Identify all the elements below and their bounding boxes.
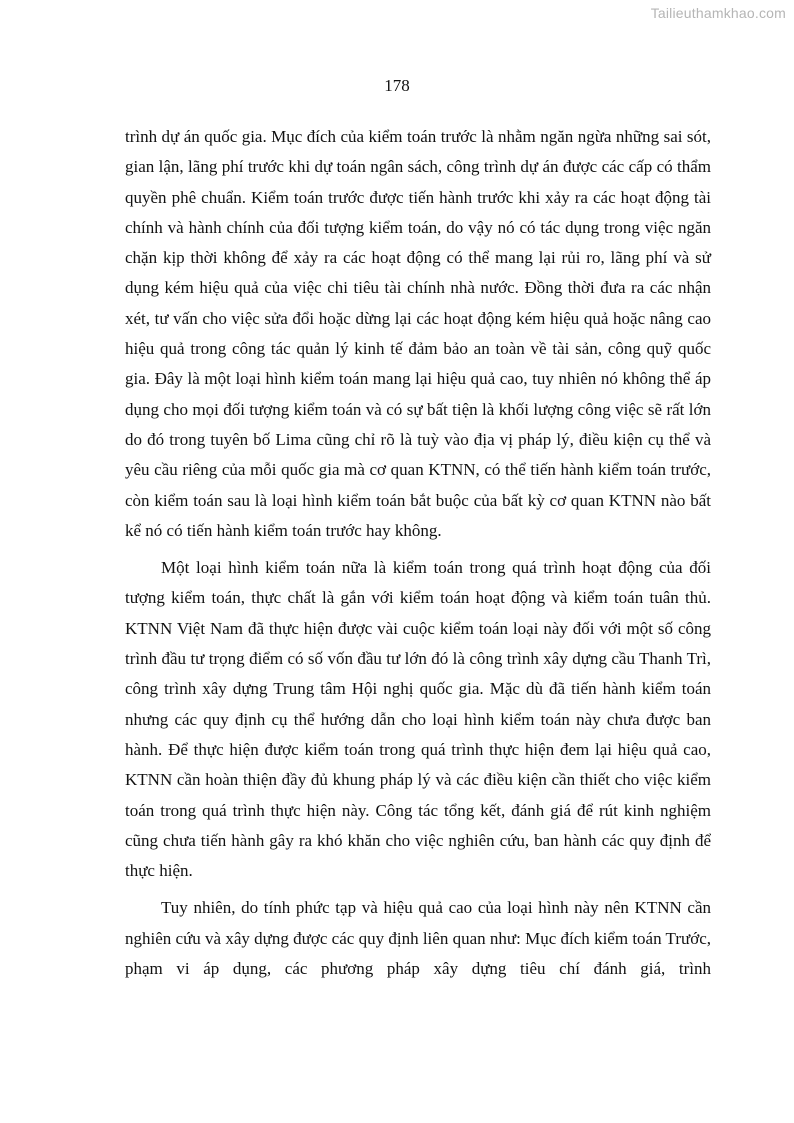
- watermark: Tailieuthamkhao.com: [650, 5, 786, 21]
- paragraph-2: Một loại hình kiểm toán nữa là kiểm toán trong quá trình hoạt động của đối tượng kiểm toán, thực chất là gắn với kiểm toán hoạt động và kiểm toán tuân thủ. KTNN Việt Nam đã thực hiện được vài cuộc kiểm toán loại này đối với một số công trình đầu tư trọng điểm có số vốn đầu tư lớn đó là công trình xây dựng cầu Thanh Trì, công trình xây dựng Trung tâm Hội nghị quốc gia. Mặc dù đã tiến hành kiểm toán nhưng các quy định cụ thể hướng dẫn cho loại hình kiểm toán này chưa được ban hành. Để thực hiện được kiểm toán trong quá trình thực hiện đem lại hiệu quả cao, KTNN cần hoàn thiện đầy đủ khung pháp lý và các điều kiện cần thiết cho việc kiểm toán trong quá trình thực hiện này. Công tác tổng kết, đánh giá để rút kinh nghiệm cũng chưa tiến hành gây ra khó khăn cho việc nghiên cứu, ban hành các quy định để thực hiện.: [125, 558, 711, 881]
- paragraph-3: Tuy nhiên, do tính phức tạp và hiệu quả cao của loại hình này nên KTNN cần nghiên cứu và xây dựng được các quy định liên quan như: Mục đích kiểm toán Trước, phạm vi áp dụng, các phương pháp xây dựng tiêu chí đánh giá, trình: [125, 898, 711, 979]
- page-number: 178: [384, 76, 410, 95]
- paragraph-1: trình dự án quốc gia. Mục đích của kiểm toán trước là nhằm ngăn ngừa những sai sót, gian lận, lãng phí trước khi dự toán ngân sách, công trình dự án được các cấp có thẩm quyền phê chuẩn. Kiểm toán trước được tiến hành trước khi xảy ra các hoạt động tài chính và hành chính của đối tượng kiểm toán, do vậy nó có tác dụng trong việc ngăn chặn kịp thời không để xảy ra các hoạt động có thể mang lại rủi ro, lãng phí và sử dụng kém hiệu quả của việc chi tiêu tài chính nhà nước. Đồng thời đưa ra các nhận xét, tư vấn cho việc sửa đổi hoặc dừng lại các hoạt động kém hiệu quả hoặc nâng cao hiệu quả trong công tác quản lý kinh tế đảm bảo an toàn về tài sản, công quỹ quốc gia. Đây là một loại hình kiểm toán mang lại hiệu quả cao, tuy nhiên nó không thể áp dụng cho mọi đối tượng kiểm toán và có sự bất tiện là khối lượng công việc sẽ rất lớn do đó trong tuyên bố Lima cũng chỉ rõ là tuỳ vào địa vị pháp lý, điều kiện cụ thể và yêu cầu riêng của mỗi quốc gia mà cơ quan KTNN, có thể tiến hành kiểm toán trước, còn kiểm toán sau là loại hình kiểm toán bắt buộc của bất kỳ cơ quan KTNN nào bất kể nó có tiến hành kiểm toán trước hay không.: [125, 127, 711, 540]
- document-body: [125, 122, 711, 984]
